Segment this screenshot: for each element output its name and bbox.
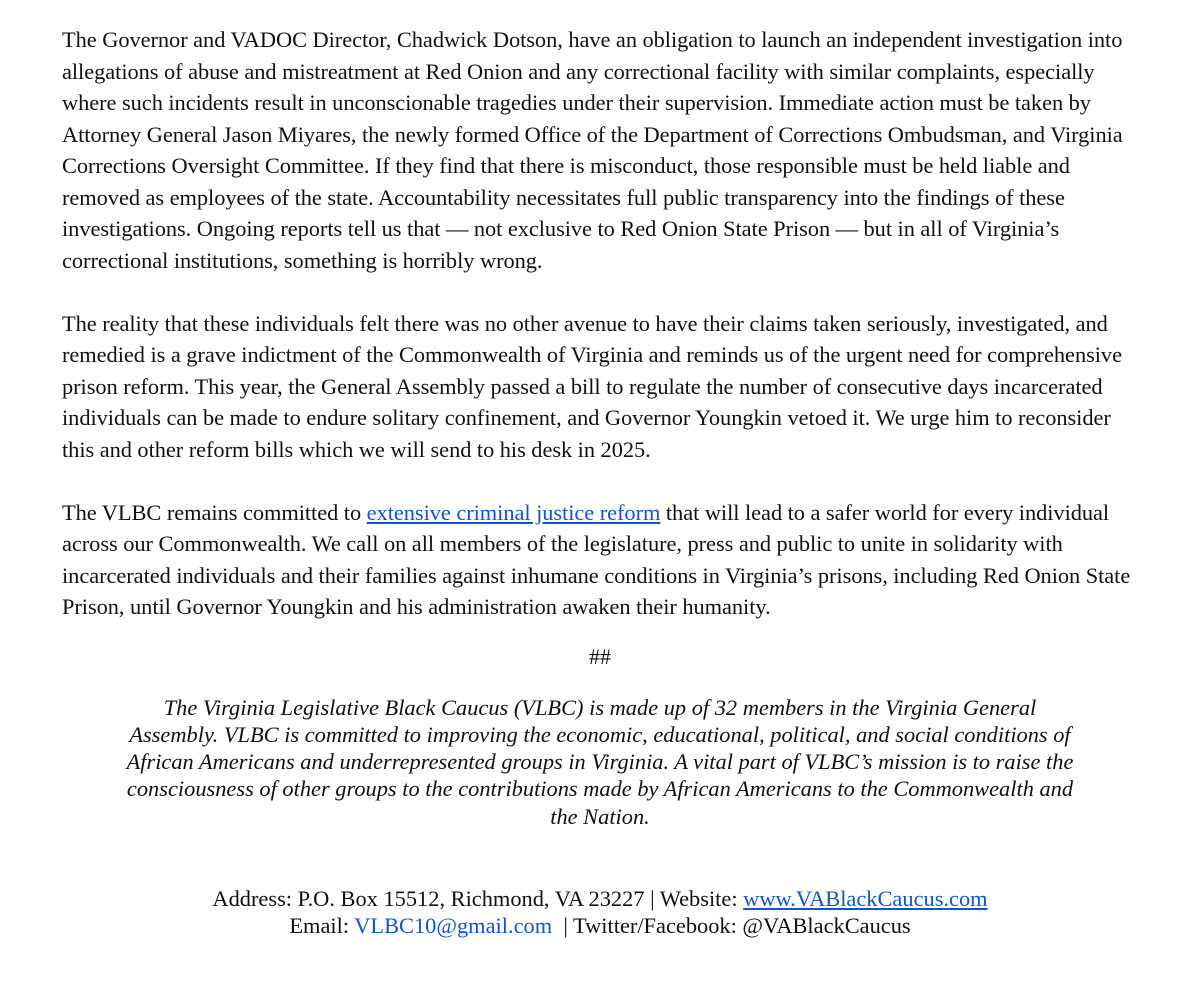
email-label: Email:: [289, 913, 355, 939]
website-link[interactable]: www.VABlackCaucus.com: [743, 885, 988, 911]
address-text: Address: P.O. Box 15512, Richmond, VA 23227 | Website:: [212, 885, 744, 911]
criminal-justice-reform-link[interactable]: extensive criminal justice reform: [366, 499, 661, 525]
about-vlbc: The Virginia Legislative Black Caucus (VLBC) is made up of 32 members in the Virginia General Assembly. VLBC is committed to improving the economic, educational, political, and social conditions of African Americans and underrepresented groups in Virginia. A vital part of VLBC’s mission is to raise the consciousness of other groups to the contributions made by African Americans to the Commonwealth and the Nation.: [126, 694, 1074, 829]
section-separator: ##: [589, 643, 611, 669]
contact-block: [62, 885, 1138, 940]
paragraph-commitment-rest: that will lead to a safer world for every individual across our Commonwealth. We call on all members of the legislature, press and public to unite in solidarity with incarcerated individuals and their families against inhumane conditions in Virginia’s prisons, including Red Onion State Prison, until Governor Youngkin and his administration awaken their humanity.: [62, 499, 1131, 619]
contact-line-address: [62, 885, 1138, 913]
paragraph-prison-reform: The reality that these individuals felt there was no other avenue to have their claims taken seriously, investigated, and remedied is a grave indictment of the Commonwealth of Virginia and reminds us of the urgent need for comprehensive prison reform. This year, the General Assembly passed a bill to regulate the number of consecutive days incarcerated individuals can be made to endure solitary confinement, and Governor Youngkin vetoed it. We urge him to reconsider this and other reform bills which we will send to his desk in 2025.: [62, 310, 1122, 462]
social-handle: | Twitter/Facebook: @VABlackCaucus: [552, 913, 911, 939]
paragraph-commitment-lead: The VLBC remains committed to: [62, 499, 367, 525]
paragraph-investigation: The Governor and VADOC Director, Chadwick Dotson, have an obligation to launch an independent investigation into allegations of abuse and mistreatment at Red Onion and any correctional facility with similar complaints, especially where such incidents result in unconscionable tragedies under their supervision. Immediate action must be taken by Attorney General Jason Miyares, the newly formed Office of the Department of Corrections Ombudsman, and Virginia Corrections Oversight Committee. If they find that there is misconduct, those responsible must be held liable and removed as employees of the state. Accountability necessitates full public transparency into the findings of these investigations. Ongoing reports tell us that — not exclusive to Red Onion State Prison — but in all of Virginia’s correctional institutions, something is horribly wrong.: [62, 27, 1123, 273]
contact-line-email: [62, 912, 1138, 940]
email-link[interactable]: VLBC10@gmail.com: [354, 913, 553, 939]
paragraph-commitment: [62, 497, 1138, 623]
